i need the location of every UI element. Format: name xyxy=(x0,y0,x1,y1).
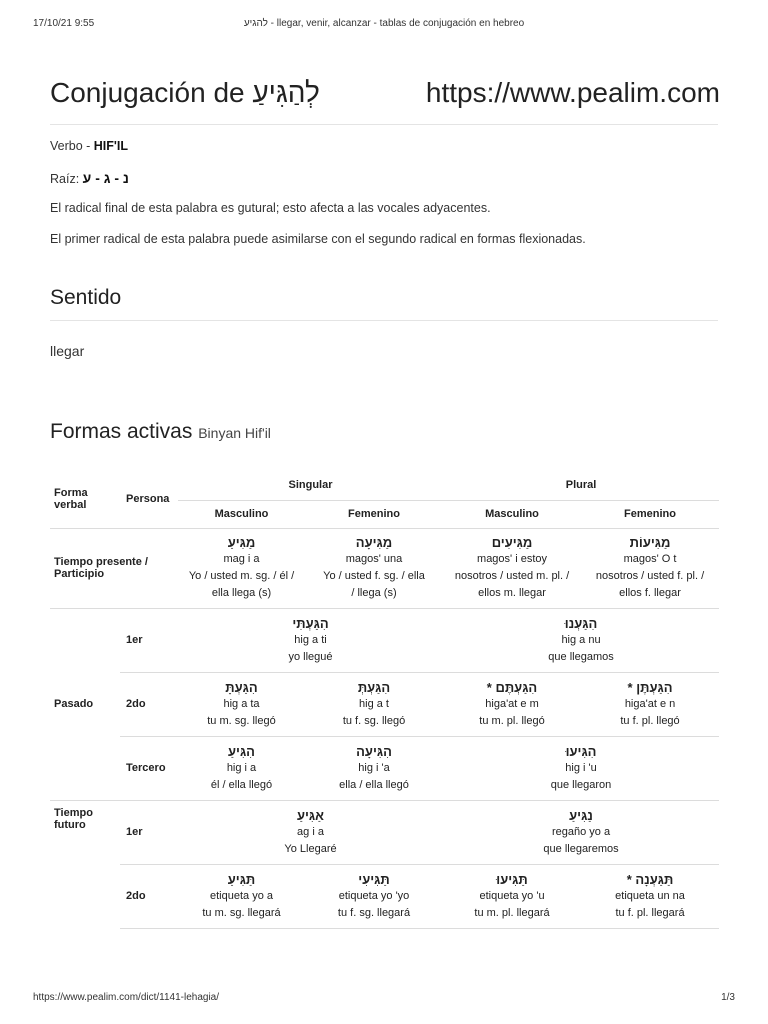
hebrew-form: הִגִּיעַ xyxy=(228,743,255,759)
transliteration: etiqueta yo a xyxy=(210,889,273,902)
gloss: tu m. pl. llegó xyxy=(479,714,545,727)
hebrew-form: תַּגִּיעַ xyxy=(227,871,256,887)
header-singular-masc: Masculino xyxy=(178,500,305,528)
conj-cell xyxy=(178,864,305,928)
persona-label: 2do xyxy=(120,864,178,928)
table-row-pasado-3 xyxy=(50,736,719,800)
transliteration: hig i 'a xyxy=(358,761,390,774)
verb-line xyxy=(50,139,128,153)
transliteration: hig i 'u xyxy=(565,761,597,774)
row-label-presente: Tiempo presente / Participio xyxy=(50,528,178,608)
hebrew-form: אַגִּיעַ xyxy=(296,807,325,823)
hebrew-form: מַגִּיעוֹת xyxy=(629,535,671,550)
footer-url[interactable]: https://www.pealim.com/dict/1141-lehagia/ xyxy=(33,992,220,1003)
conj-cell xyxy=(305,864,443,928)
gloss: que llegamos xyxy=(548,650,614,663)
conj-cell xyxy=(443,672,581,736)
transliteration: hig a t xyxy=(359,697,389,710)
conj-cell xyxy=(305,672,443,736)
gloss: nosotros / usted m. pl. / xyxy=(454,570,570,582)
row-label-futuro: Tiempo futuro xyxy=(54,806,93,831)
gloss: ellos m. llegar xyxy=(478,587,546,599)
conj-cell xyxy=(178,608,443,672)
divider xyxy=(50,320,718,321)
sentido-heading: Sentido xyxy=(50,286,122,309)
hebrew-form: תַּגַּעְנָה * xyxy=(626,871,674,887)
page-title xyxy=(50,77,720,109)
hebrew-form: תַּגִּיעִי xyxy=(358,871,390,887)
conj-cell xyxy=(581,672,719,736)
hebrew-form: הִגַּעְתֶּם * xyxy=(486,679,538,695)
conj-cell xyxy=(581,528,719,608)
hebrew-form: הִגַּעְתָּ xyxy=(225,679,258,695)
transliteration: ag i a xyxy=(297,825,324,838)
conj-cell xyxy=(443,800,719,864)
table-row-futuro-2 xyxy=(50,864,719,928)
conj-cell xyxy=(443,608,719,672)
header-plural-masc: Masculino xyxy=(443,500,581,528)
persona-label: Tercero xyxy=(120,736,178,800)
table-row-presente xyxy=(50,528,719,608)
hebrew-form: הִגִּיעוּ xyxy=(565,743,597,759)
formas-title: Formas activas xyxy=(50,420,193,443)
gloss: Yo Llegaré xyxy=(284,842,337,855)
transliteration: etiqueta yo 'yo xyxy=(338,889,410,902)
gloss: tu m. sg. llegará xyxy=(202,906,281,919)
gloss: Yo / usted m. sg. / él / xyxy=(188,570,295,582)
print-header xyxy=(0,10,768,29)
hebrew-form: הִגַּעְתְּ xyxy=(357,679,391,695)
conj-cell xyxy=(581,864,719,928)
hebrew-form: נַגִּיעַ xyxy=(569,807,593,823)
formas-heading xyxy=(50,420,271,444)
root-line xyxy=(50,170,129,186)
gloss: que llegaremos xyxy=(543,842,619,855)
title-prefix: Conjugación de xyxy=(50,77,245,108)
gloss: tu f. pl. llegó xyxy=(620,714,680,727)
gloss: nosotros / usted f. pl. / xyxy=(595,570,705,582)
print-date: 17/10/21 9:55 xyxy=(33,18,95,29)
transliteration: magos' i estoy xyxy=(477,553,547,565)
hebrew-form: הִגִּיעָה xyxy=(356,743,392,759)
transliteration: regaño yo a xyxy=(551,825,611,838)
verb-binyan: HIF'IL xyxy=(93,139,128,153)
header-plural: Plural xyxy=(443,470,719,500)
header-plural-fem: Femenino xyxy=(581,500,719,528)
transliteration: hig a ti xyxy=(294,633,327,646)
conj-cell xyxy=(305,736,443,800)
transliteration: magos' una xyxy=(345,553,403,565)
hebrew-form: הִגַּעְתִּי xyxy=(292,615,329,631)
gloss: tu m. sg. llegó xyxy=(207,714,276,727)
persona-label: 1er xyxy=(120,800,178,864)
persona-label: 2do xyxy=(120,672,178,736)
site-url[interactable]: https://www.pealim.com xyxy=(425,77,720,108)
hebrew-form: הִגַּעְנוּ xyxy=(564,615,598,631)
hebrew-form: תַּגִּיעוּ xyxy=(496,871,528,887)
gloss: ella llega (s) xyxy=(211,587,272,599)
gloss: ella / ella llegó xyxy=(339,778,409,791)
gloss: tu m. pl. llegará xyxy=(474,906,550,919)
page-number: 1/3 xyxy=(721,992,735,1003)
note-guttural: El radical final de esta palabra es gutural; esto afecta a las vocales adyacentes. xyxy=(50,201,491,215)
transliteration: magos' O t xyxy=(623,553,677,565)
transliteration: hig i a xyxy=(226,761,257,774)
title-hebrew-word: לְהַגִּיעַ xyxy=(252,77,320,108)
conj-cell xyxy=(178,800,443,864)
note-assimilation: El primer radical de esta palabra puede asimilarse con el segundo radical en formas flexionadas. xyxy=(50,232,586,246)
transliteration: hig a nu xyxy=(561,633,601,646)
gloss: yo llegué xyxy=(288,650,333,663)
persona-label: 1er xyxy=(120,608,178,672)
transliteration: hig a ta xyxy=(223,697,260,710)
row-label-pasado: Pasado xyxy=(50,608,120,800)
transliteration: mag i a xyxy=(223,553,260,565)
print-title: להגיע - llegar, venir, alcanzar - tablas de conjugación en hebreo xyxy=(243,18,525,29)
verb-label: Verbo - xyxy=(50,139,94,153)
conj-cell xyxy=(443,528,581,608)
formas-subtitle: Binyan Hif'il xyxy=(198,425,271,441)
hebrew-form: מַגִּיעָה xyxy=(355,535,393,550)
conj-cell xyxy=(178,528,305,608)
header-singular: Singular xyxy=(178,470,443,500)
header-singular-fem: Femenino xyxy=(305,500,443,528)
table-row-futuro-1 xyxy=(50,800,719,864)
header-forma: Forma verbal xyxy=(54,486,88,511)
gloss: tu f. sg. llegó xyxy=(342,714,406,727)
hebrew-form: הִגַּעְתֶּן * xyxy=(627,679,673,695)
transliteration: etiqueta un na xyxy=(615,889,685,902)
transliteration: higa'at e m xyxy=(485,697,539,710)
divider xyxy=(50,124,718,125)
conj-cell xyxy=(443,736,719,800)
gloss: tu f. sg. llegará xyxy=(337,906,411,919)
gloss: / llega (s) xyxy=(351,587,397,599)
transliteration: etiqueta yo 'u xyxy=(479,889,545,902)
table-row-pasado-1 xyxy=(50,608,719,672)
conj-cell xyxy=(305,528,443,608)
table-row-pasado-2 xyxy=(50,672,719,736)
hebrew-form: מַגִּיעַ xyxy=(227,535,256,550)
conj-cell xyxy=(443,864,581,928)
root-label: Raíz: xyxy=(50,172,83,186)
gloss: Yo / usted f. sg. / ella xyxy=(323,570,425,582)
gloss: tu f. pl. llegará xyxy=(615,906,685,919)
root-letters: נ - ג - ע xyxy=(82,170,129,186)
gloss: él / ella llegó xyxy=(210,778,273,791)
hebrew-form: מַגִּיעִים xyxy=(491,535,533,550)
meaning: llegar xyxy=(50,343,85,359)
gloss: que llegaron xyxy=(550,778,612,791)
transliteration: higa'at e n xyxy=(624,697,676,710)
header-persona: Persona xyxy=(126,492,170,505)
conj-cell xyxy=(178,672,305,736)
conj-cell xyxy=(178,736,305,800)
conjugation-table xyxy=(50,470,719,929)
gloss: ellos f. llegar xyxy=(619,587,681,599)
